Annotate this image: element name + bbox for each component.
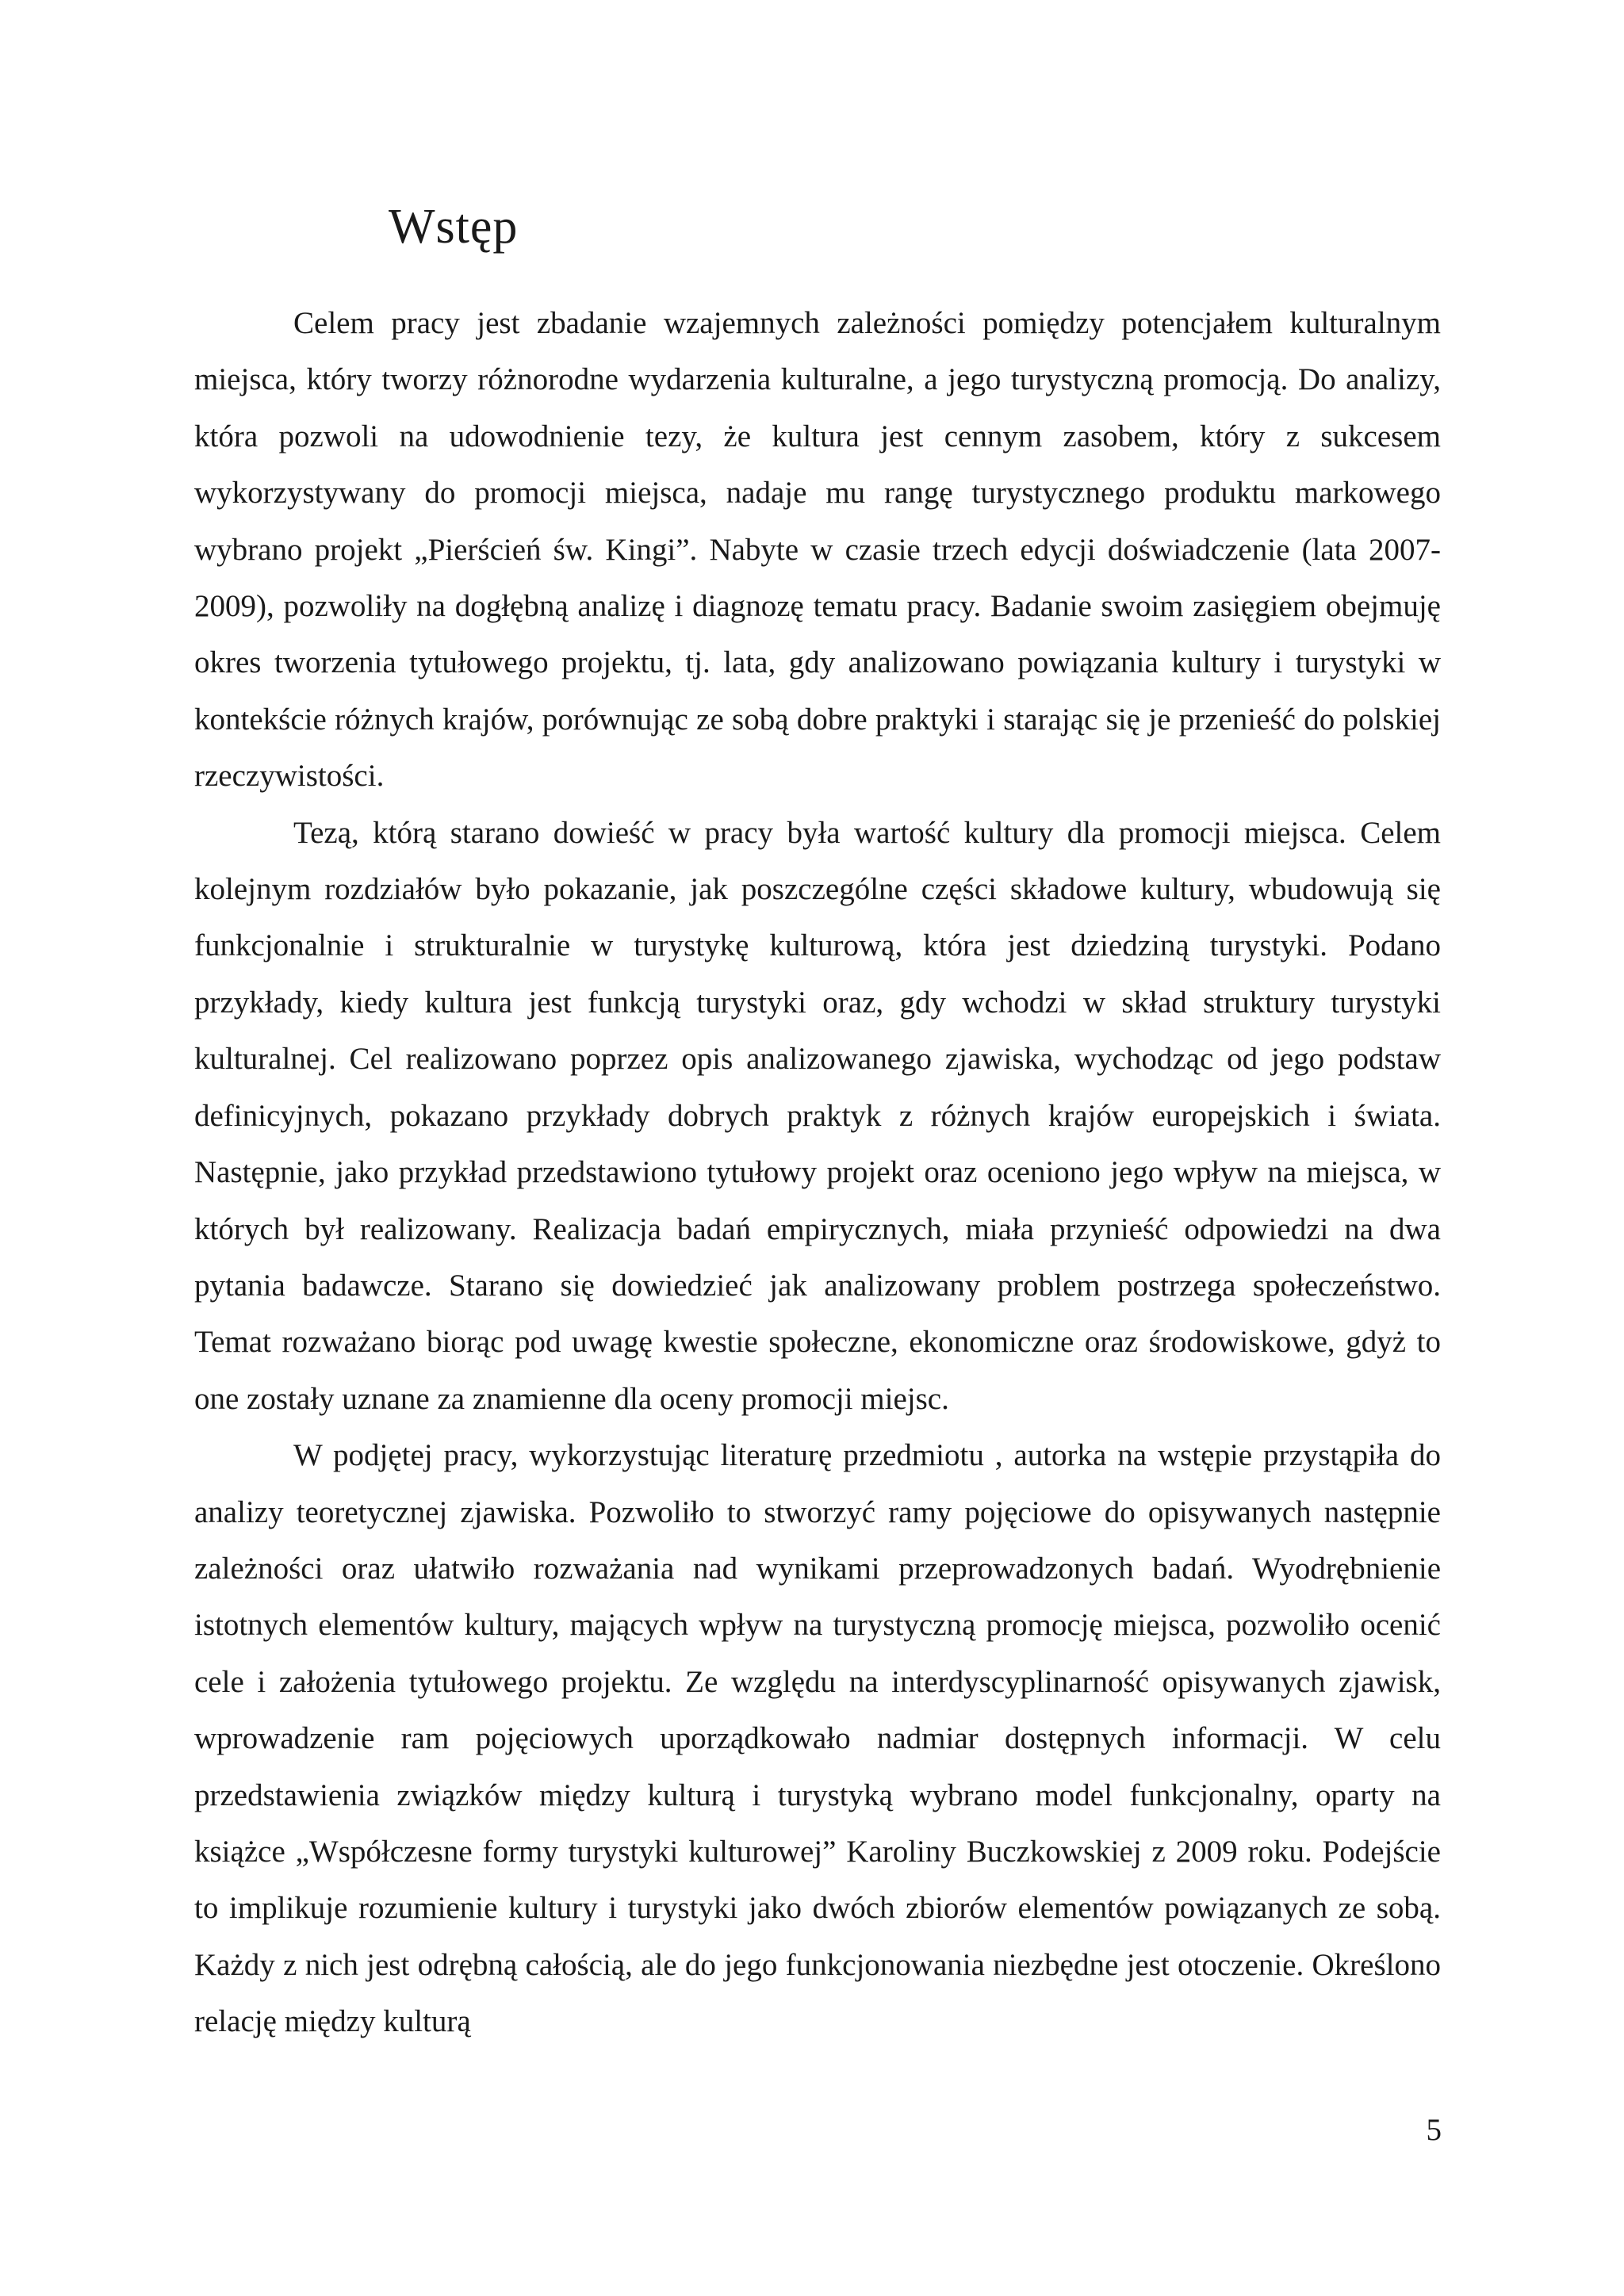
body-text — [194, 295, 1441, 2050]
paragraph-3: W podjętej pracy, wykorzystując literaturę przedmiotu , autorka na wstępie przystąpiła do analizy teoretycznej zjawiska. Pozwoliło to stworzyć ramy pojęciowe do opisywanych następnie zależności oraz ułatwiło rozważania nad wynikami przeprowadzonych badań. Wyodrębnienie istotnych elementów kultury, mających wpływ na turystyczną promocję miejsca, pozwoliło ocenić cele i założenia tytułowego projektu. Ze względu na interdyscyplinarność opisywanych zjawisk, wprowadzenie ram pojęciowych uporządkowało nadmiar dostępnych informacji. W celu przedstawienia związków między kulturą i turystyką wybrano model funkcjonalny, oparty na książce „Współczesne formy turystyki kulturowej” Karoliny Buczkowskiej z 2009 roku. Podejście to implikuje rozumienie kultury i turystyki jako dwóch zbiorów elementów powiązanych ze sobą. Każdy z nich jest odrębną całością, ale do jego funkcjonowania niezbędne jest otoczenie. Określono relację między kulturą — [194, 1438, 1441, 2039]
paragraph-1: Celem pracy jest zbadanie wzajemnych zależności pomiędzy potencjałem kulturalnym miejsca, który tworzy różnorodne wydarzenia kulturalne, a jego turystyczną promocją. Do analizy, która pozwoli na udowodnienie tezy, że kultura jest cennym zasobem, który z sukcesem wykorzystywany do promocji miejsca, nadaje mu rangę turystycznego produktu markowego wybrano projekt „Pierścień św. Kingi”. Nabyte w czasie trzech edycji doświadczenie (lata 2007-2009), pozwoliły na dogłębną analizę i diagnozę tematu pracy. Badanie swoim zasięgiem obejmuję okres tworzenia tytułowego projektu, tj. lata, gdy analizowano powiązania kultury i turystyki w kontekście różnych krajów, porównując ze sobą dobre praktyki i starając się je przenieść do polskiej rzeczywistości. — [194, 306, 1441, 794]
page-number: 5 — [1426, 2113, 1442, 2147]
paragraph-2: Tezą, którą starano dowieść w pracy była wartość kultury dla promocji miejsca. Celem kolejnym rozdziałów było pokazanie, jak poszczególne części składowe kultury, wbudowują się funkcjonalnie i strukturalnie w turystykę kulturową, która jest dziedziną turystyki. Podano przykłady, kiedy kultura jest funkcją turystyki oraz, gdy wchodzi w skład struktury turystyki kulturalnej. Cel realizowano poprzez opis analizowanego zjawiska, wychodząc od jego podstaw definicyjnych, pokazano przykłady dobrych praktyk z różnych krajów europejskich i świata. Następnie, jako przykład przedstawiono tytułowy projekt oraz oceniono jego wpływ na miejsca, w których był realizowany. Realizacja badań empirycznych, miała przynieść odpowiedzi na dwa pytania badawcze. Starano się dowiedzieć jak analizowany problem postrzega społeczeństwo. Temat rozważano biorąc pod uwagę kwestie społeczne, ekonomiczne oraz środowiskowe, gdyż to one zostały uznane za znamienne dla oceny promocji miejsc. — [194, 815, 1441, 1416]
page-title: Wstęp — [389, 200, 519, 254]
